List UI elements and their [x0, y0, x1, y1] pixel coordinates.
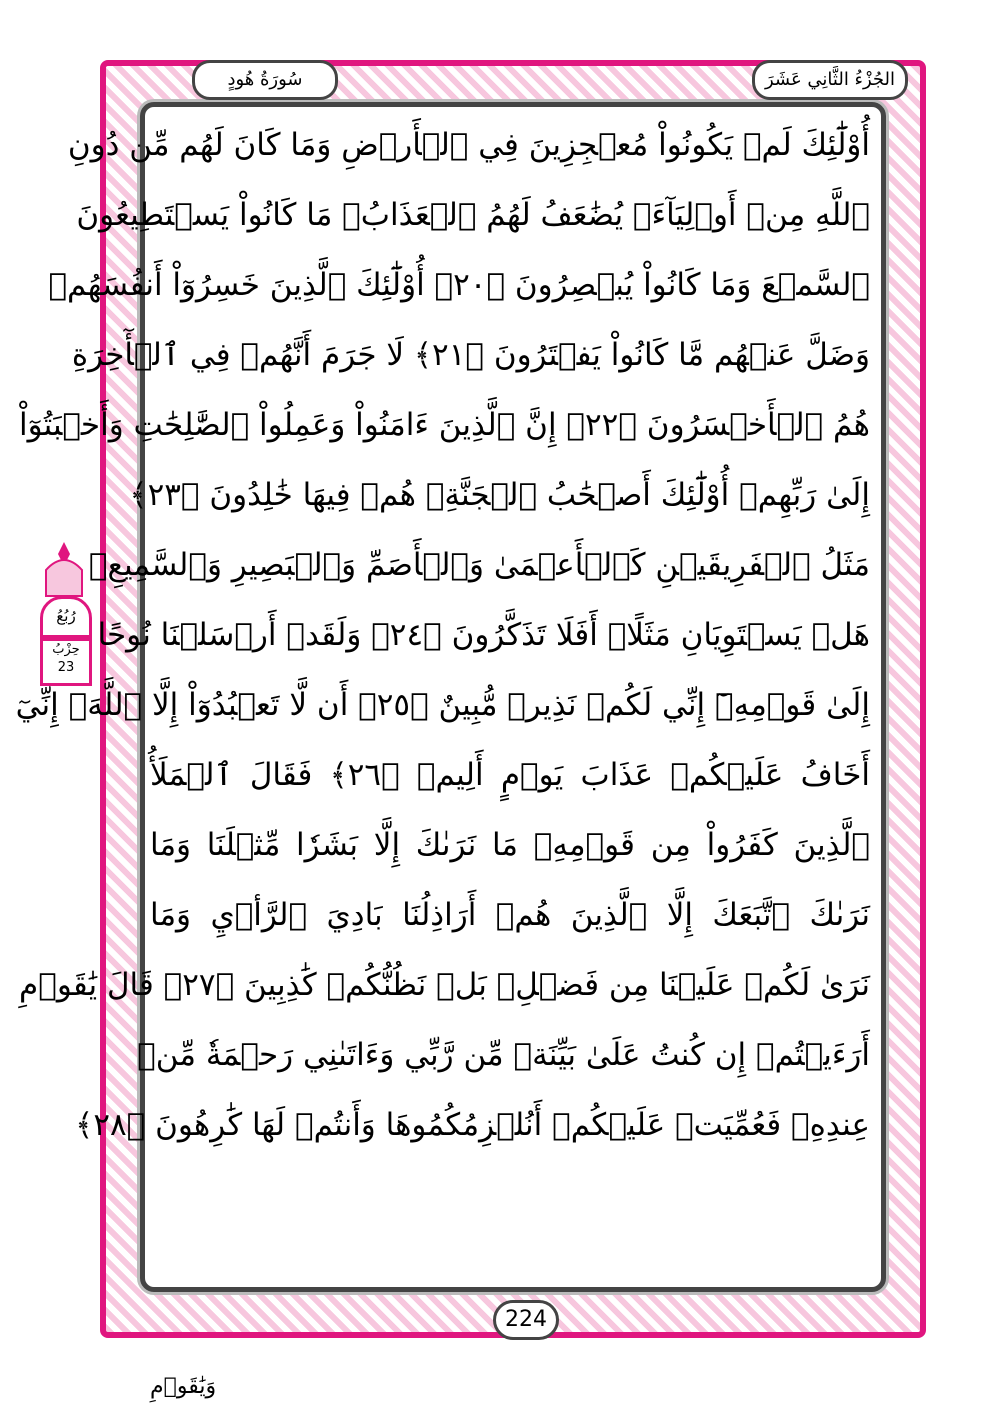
juz-label: الجُزْءُ الثَّانِي عَشَرَ — [752, 60, 908, 100]
ornament-icon — [36, 540, 92, 596]
text-line: ٱلَّذِينَ كَفَرُواْ مِن قَوۡمِهِۦ مَا نَرَىٰكَ إِلَّا بَشَرٗا مِّثۡلَنَا وَمَا — [150, 827, 870, 863]
text-line: ٱلسَّمۡعَ وَمَا كَانُواْ يُبۡصِرُونَ ﴿٢٠﴾ أُوْلَٰٓئِكَ ٱلَّذِينَ خَسِرُوٓاْ أَنفُسَهُمۡ — [48, 267, 870, 303]
hizb-quarter-marker — [36, 540, 92, 685]
text-line: نَرَىٰكَ ٱتَّبَعَكَ إِلَّا ٱلَّذِينَ هُمۡ أَرَاذِلُنَا بَادِيَ ٱلرَّأۡيِ وَمَا — [150, 897, 870, 933]
hizb-number: 23 — [57, 660, 75, 675]
page-number: 224 — [493, 1300, 559, 1340]
text-line: مَثَلُ ٱلۡفَرِيقَيۡنِ كَٱلۡأَعۡمَىٰ وَٱلۡأَصَمِّ وَٱلۡبَصِيرِ وَٱلسَّمِيعِۚ — [88, 547, 870, 583]
text-line: أَخَافُ عَلَيۡكُمۡ عَذَابَ يَوۡمٍ أَلِيمٖ ﴿٢٦﴾ فَقَالَ ٱلۡمَلَأُ — [150, 757, 870, 793]
text-line: إِلَىٰ رَبِّهِمۡ أُوْلَٰٓئِكَ أَصۡحَٰبُ ٱلۡجَنَّةِۖ هُمۡ فِيهَا خَٰلِدُونَ ﴿٢٣﴾ — [129, 477, 870, 513]
text-line: إِلَىٰ قَوۡمِهِۦٓ إِنِّي لَكُمۡ نَذِيرٞ مُّبِينٌ ﴿٢٥﴾ أَن لَّا تَعۡبُدُوٓاْ إِلَّا ٱللَّهَۖ إِنِّيٓ — [15, 687, 870, 723]
text-line: أَرَءَيۡتُمۡ إِن كُنتُ عَلَىٰ بَيِّنَةٖ مِّن رَّبِّي وَءَاتَىٰنِي رَحۡمَةٗ مِّنۡ — [137, 1037, 870, 1073]
rub-label: رُبُعُ — [40, 596, 92, 638]
text-line: هَلۡ يَسۡتَوِيَانِ مَثَلًاۚ أَفَلَا تَذَكَّرُونَ ﴿٢٤﴾ وَلَقَدۡ أَرۡسَلۡنَا نُوحًا — [97, 617, 870, 653]
hizb-label: حِزْبُ — [52, 642, 80, 657]
hizb-box — [40, 638, 92, 686]
text-line: عِندِهِۦ فَعُمِّيَتۡ عَلَيۡكُمۡ أَنُلۡزِمُكُمُوهَا وَأَنتُمۡ لَهَا كَٰرِهُونَ ﴿٢٨﴾ — [75, 1107, 870, 1143]
text-line: ٱللَّهِ مِنۡ أَوۡلِيَآءَۘ يُضَٰعَفُ لَهُمُ ٱلۡعَذَابُۚ مَا كَانُواْ يَسۡتَطِيعُونَ — [76, 197, 870, 233]
text-line: هُمُ ٱلۡأَخۡسَرُونَ ﴿٢٢﴾ إِنَّ ٱلَّذِينَ ءَامَنُواْ وَعَمِلُواْ ٱلصَّٰلِحَٰتِ وَأَخۡبَتُوٓاْ — [18, 407, 870, 443]
surah-name-label: سُورَةُ هُودٍ — [192, 60, 338, 100]
text-line: نَرَىٰ لَكُمۡ عَلَيۡنَا مِن فَضۡلِۭ بَلۡ نَظُنُّكُمۡ كَٰذِبِينَ ﴿٢٧﴾ قَالَ يَٰقَوۡمِ — [19, 967, 870, 1003]
catchword: وَيَٰقَوۡمِ — [150, 1374, 217, 1399]
text-line: وَضَلَّ عَنۡهُم مَّا كَانُواْ يَفۡتَرُونَ ﴿٢١﴾ لَا جَرَمَ أَنَّهُمۡ فِي ٱلۡأٓخِرَةِ — [71, 337, 870, 373]
text-line: أُوْلَٰٓئِكَ لَمۡ يَكُونُواْ مُعۡجِزِينَ فِي ٱلۡأَرۡضِ وَمَا كَانَ لَهُم مِّن دُونِ — [67, 127, 870, 163]
